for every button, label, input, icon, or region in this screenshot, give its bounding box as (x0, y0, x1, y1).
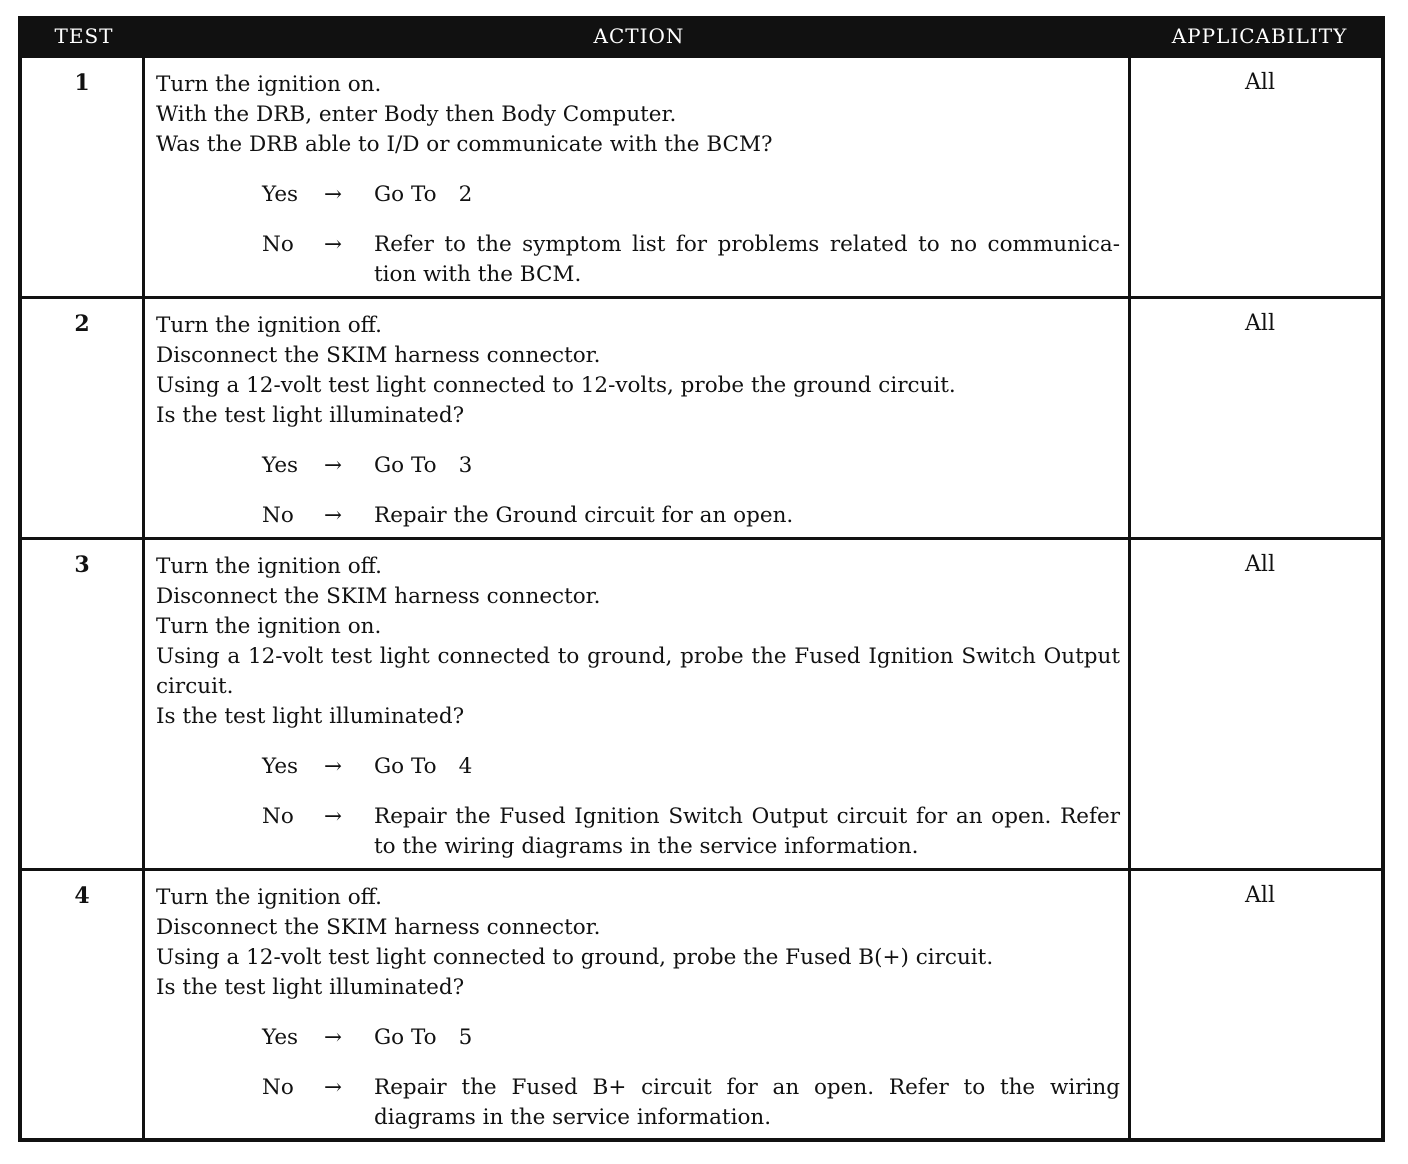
no-result-text: Repair the Ground circuit for an open. (374, 503, 794, 528)
action-cell (148, 299, 1131, 537)
diagnostic-test-table (18, 16, 1385, 1142)
yes-label: Yes (262, 453, 299, 478)
no-outcome (156, 802, 1120, 862)
goto-number: 4 (458, 754, 473, 779)
action-line: Using a 12-volt test light connected to 12-volts, probe the ground circuit. (156, 373, 956, 398)
action-cell (148, 871, 1131, 1142)
test-number: 4 (22, 871, 145, 1142)
test-number: 1 (22, 58, 145, 296)
applicability-cell: All (1245, 70, 1275, 95)
header-applicability: APPLICABILITY (1171, 24, 1348, 48)
action-line: Turn the ignition on. (156, 72, 382, 97)
no-label: No (262, 232, 294, 257)
arrow-icon: → (324, 503, 343, 528)
action-line: Disconnect the SKIM harness connector. (156, 915, 601, 940)
no-label: No (262, 503, 294, 528)
action-line: Disconnect the SKIM harness connector. (156, 584, 601, 609)
arrow-icon: → (324, 453, 343, 478)
yes-outcome (156, 180, 1120, 210)
action-line: Turn the ignition off. (156, 554, 382, 579)
action-line: Turn the ignition off. (156, 885, 382, 910)
yes-outcome (156, 1023, 1120, 1053)
applicability-cell: All (1245, 311, 1275, 336)
arrow-icon: → (324, 1075, 343, 1100)
goto-link[interactable] (374, 752, 1120, 782)
arrow-icon: → (324, 1025, 343, 1050)
action-line: Was the DRB able to I/D or communicate with the BCM? (156, 132, 773, 157)
goto-number: 2 (458, 182, 473, 207)
goto-number: 5 (458, 1025, 473, 1050)
no-result-text: Refer to the symptom list for problems related to no communica-tion with the BCM. (374, 232, 1120, 287)
no-outcome (156, 1073, 1120, 1133)
test-row-2 (22, 299, 1381, 540)
no-result-text: Repair the Fused B+ circuit for an open. Refer to the wiring diagrams in the service information. (374, 1075, 1120, 1130)
action-line: Turn the ignition on. (156, 614, 382, 639)
no-label: No (262, 804, 294, 829)
arrow-icon: → (324, 182, 343, 207)
no-label: No (262, 1075, 294, 1100)
yes-label: Yes (262, 1025, 299, 1050)
yes-label: Yes (262, 754, 299, 779)
goto-label: Go To (374, 754, 437, 779)
action-line: Turn the ignition off. (156, 313, 382, 338)
applicability-cell: All (1245, 883, 1275, 908)
no-result-text: Repair the Fused Ignition Switch Output circuit for an open. Refer to the wiring diagrams in the service information. (374, 804, 1120, 859)
action-line: Is the test light illuminated? (156, 975, 465, 1000)
action-line: Is the test light illuminated? (156, 403, 465, 428)
action-line: Using a 12-volt test light connected to ground, probe the Fused Ignition Switch Output circuit. (156, 644, 1120, 699)
header-test: TEST (54, 24, 114, 48)
arrow-icon: → (324, 232, 343, 257)
goto-number: 3 (458, 453, 473, 478)
yes-label: Yes (262, 182, 299, 207)
table-header (22, 16, 1381, 58)
applicability-cell: All (1245, 552, 1275, 577)
arrow-icon: → (324, 754, 343, 779)
action-line: Using a 12-volt test light connected to ground, probe the Fused B(+) circuit. (156, 945, 994, 970)
action-cell (148, 58, 1131, 296)
no-outcome (156, 501, 1120, 531)
action-line: Disconnect the SKIM harness connector. (156, 343, 601, 368)
goto-link[interactable] (374, 180, 1120, 210)
goto-label: Go To (374, 453, 437, 478)
action-line: With the DRB, enter Body then Body Computer. (156, 102, 677, 127)
goto-label: Go To (374, 1025, 437, 1050)
yes-outcome (156, 752, 1120, 782)
no-outcome (156, 230, 1120, 290)
goto-link[interactable] (374, 451, 1120, 481)
action-line: Is the test light illuminated? (156, 704, 465, 729)
header-action: ACTION (593, 24, 685, 48)
goto-link[interactable] (374, 1023, 1120, 1053)
yes-outcome (156, 451, 1120, 481)
test-number: 2 (22, 299, 145, 537)
test-row-3 (22, 540, 1381, 871)
test-number: 3 (22, 540, 145, 868)
goto-label: Go To (374, 182, 437, 207)
arrow-icon: → (324, 804, 343, 829)
action-cell (148, 540, 1131, 868)
test-row-1 (22, 58, 1381, 299)
test-row-4 (22, 871, 1381, 1142)
